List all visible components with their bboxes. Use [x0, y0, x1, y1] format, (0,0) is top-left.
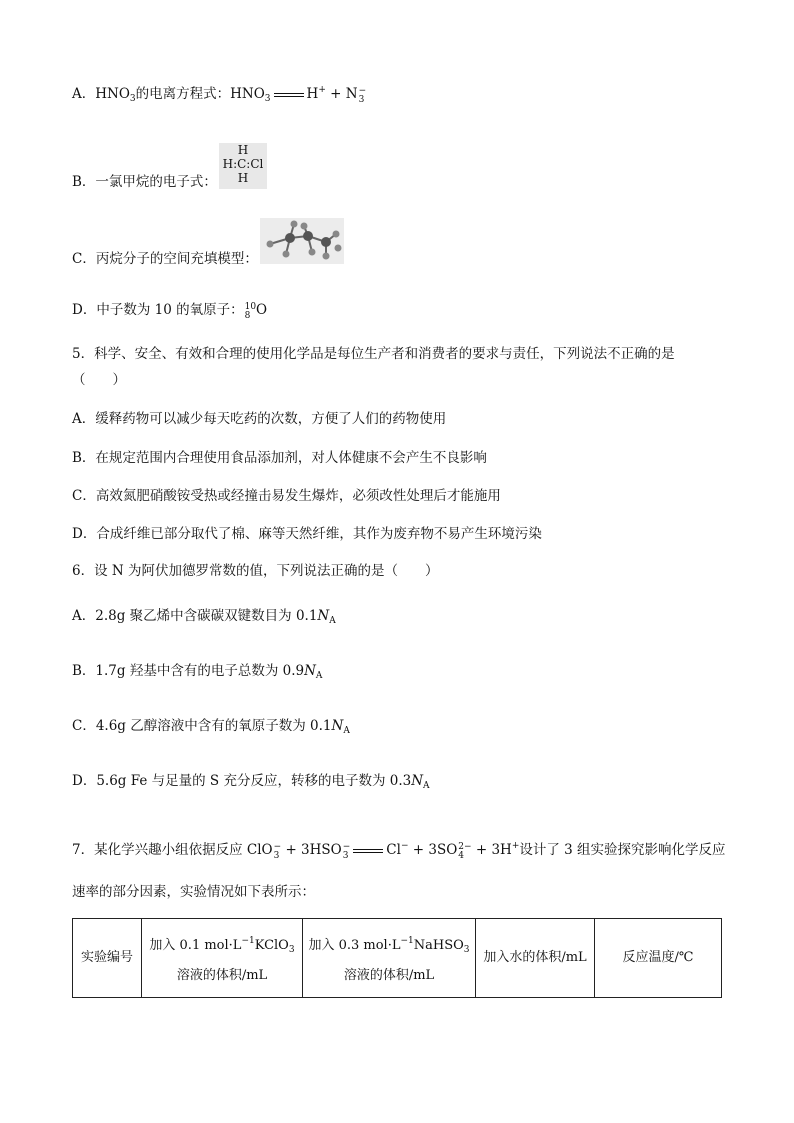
header-text: 溶液的体积/mL	[176, 967, 268, 983]
charge: −	[273, 842, 282, 852]
hso3-scripts	[343, 843, 351, 861]
struct-mid: H:C:Cl	[222, 157, 264, 171]
q4-option-b	[72, 172, 217, 192]
chloromethane-electron-formula-image	[219, 143, 267, 189]
q4a-n-scripts	[359, 87, 367, 105]
q6-option-c	[72, 716, 350, 741]
header-water-volume	[476, 919, 595, 998]
propane-model-svg	[260, 218, 344, 264]
q4a-prefix: A．HNO	[72, 86, 130, 102]
q4a-h: H	[306, 86, 319, 102]
header-temperature	[595, 919, 722, 998]
equation-arrow	[353, 849, 383, 853]
q7-hso3: + 3HSO	[281, 842, 342, 858]
header-kclo3-volume	[142, 919, 303, 998]
q7-h: + 3H	[471, 842, 512, 858]
header-text: 反应温度/℃	[622, 950, 694, 965]
q4c-text: C．丙烷分子的空间充填模型：	[72, 251, 258, 267]
q4a-mid: 的电离方程式：HNO	[135, 86, 265, 102]
unit-exponent: −1	[400, 935, 414, 946]
subscript: 4	[458, 851, 465, 861]
avogadro-sub: A	[329, 616, 336, 626]
header-text: 实验编号	[80, 950, 133, 965]
subscript: 3	[273, 851, 280, 861]
q4-option-c	[72, 249, 258, 269]
q6b-text: B．1.7g 羟基中含有的电子总数为 0.9	[72, 663, 305, 679]
unit-exponent: −1	[241, 935, 255, 946]
header-nahso3-volume	[303, 919, 476, 998]
charge: −	[400, 841, 409, 851]
q7-stem-line2: 速率的部分因素，实验情况如下表所示：	[72, 884, 315, 900]
q6c-text: C．4.6g 乙醇溶液中含有的氧原子数为 0.1	[72, 718, 332, 734]
q5-option-c: C．高效氮肥硝酸铵受热或经撞击易发生爆炸，必须改性处理后才能施用	[72, 488, 501, 504]
q4a-n-sub: 3	[358, 95, 365, 105]
table-header-row	[73, 919, 722, 998]
q4a-sub2: 3	[264, 94, 271, 104]
header-text: 溶液的体积/mL	[343, 967, 435, 983]
mass-number: 10	[244, 302, 257, 312]
charge: 2−	[458, 842, 472, 852]
charge: −	[342, 842, 351, 852]
q7-cl: Cl	[386, 842, 401, 858]
header-formula: NaHSO	[413, 937, 464, 953]
q4a-n: + N	[325, 86, 358, 102]
q6-stem: 6．设 N 为阿伏加德罗常数的值，下列说法正确的是（ ）	[72, 563, 439, 579]
avogadro-symbol: N	[317, 608, 330, 624]
q6-option-a	[72, 606, 336, 631]
propane-space-filling-model-image	[260, 218, 344, 264]
q5-option-a: A．缓释药物可以减少每天吃药的次数，方便了人们的药物使用	[72, 411, 447, 427]
avogadro-symbol: N	[411, 773, 424, 789]
oxygen-symbol: O	[256, 302, 268, 318]
q4a-sub: 3	[129, 94, 136, 104]
q6d-text: D．5.6g Fe 与足量的 S 充分反应，转移的电子数为 0.3	[72, 773, 412, 789]
header-formula: KClO	[254, 937, 289, 953]
header-text: 加入水的体积/mL	[483, 950, 587, 965]
avogadro-symbol: N	[331, 718, 344, 734]
struct-bot: H	[237, 171, 249, 185]
equation-arrow	[274, 93, 304, 97]
avogadro-symbol: N	[304, 663, 316, 679]
q7-stem	[72, 836, 726, 861]
experiment-table	[72, 918, 722, 998]
q4-option-a	[72, 80, 366, 109]
avogadro-sub: A	[423, 781, 430, 791]
q5-stem: 5．科学、安全、有效和合理的使用化学品是每位生产者和消费者的要求与责任，下列说法不正确的是	[72, 346, 675, 362]
header-text: 加入 0.3 mol·L	[308, 937, 401, 953]
formula-sub: 3	[463, 944, 470, 955]
charge: +	[511, 841, 520, 851]
q4a-n-charge: −	[358, 86, 367, 96]
header-text: 加入 0.1 mol·L	[149, 937, 242, 953]
q6-option-d	[72, 771, 430, 796]
q5-option-d: D．合成纤维已部分取代了棉、麻等天然纤维，其作为废弃物不易产生环境污染	[72, 526, 542, 542]
avogadro-sub: A	[315, 671, 323, 681]
q7-so4: + 3SO	[408, 842, 458, 858]
avogadro-sub: A	[343, 726, 350, 736]
header-experiment-id	[73, 919, 142, 998]
q7-stem-post: 设计了 3 组实验探究影响化学反应	[519, 842, 726, 858]
q6-option-b	[72, 661, 322, 686]
formula-sub: 3	[288, 944, 295, 955]
subscript: 3	[342, 851, 349, 861]
atomic-number: 8	[244, 311, 251, 321]
oxygen-isotope-scripts	[245, 303, 256, 321]
q4d-text: D．中子数为 10 的氧原子：	[72, 302, 244, 318]
q7-stem-pre: 7．某化学兴趣小组依据反应 ClO	[72, 842, 273, 858]
q4a-h-charge: +	[318, 85, 326, 95]
struct-top: H	[237, 143, 249, 157]
q4b-text: B．一氯甲烷的电子式：	[72, 174, 217, 190]
q5-paren: （ ）	[72, 372, 126, 388]
q6a-text: A．2.8g 聚乙烯中含碳碳双键数目为 0.1	[72, 608, 318, 624]
q4-option-d	[72, 300, 267, 321]
q5-option-b: B．在规定范围内合理使用食品添加剂，对人体健康不会产生不良影响	[72, 450, 487, 466]
so4-scripts	[458, 843, 471, 861]
